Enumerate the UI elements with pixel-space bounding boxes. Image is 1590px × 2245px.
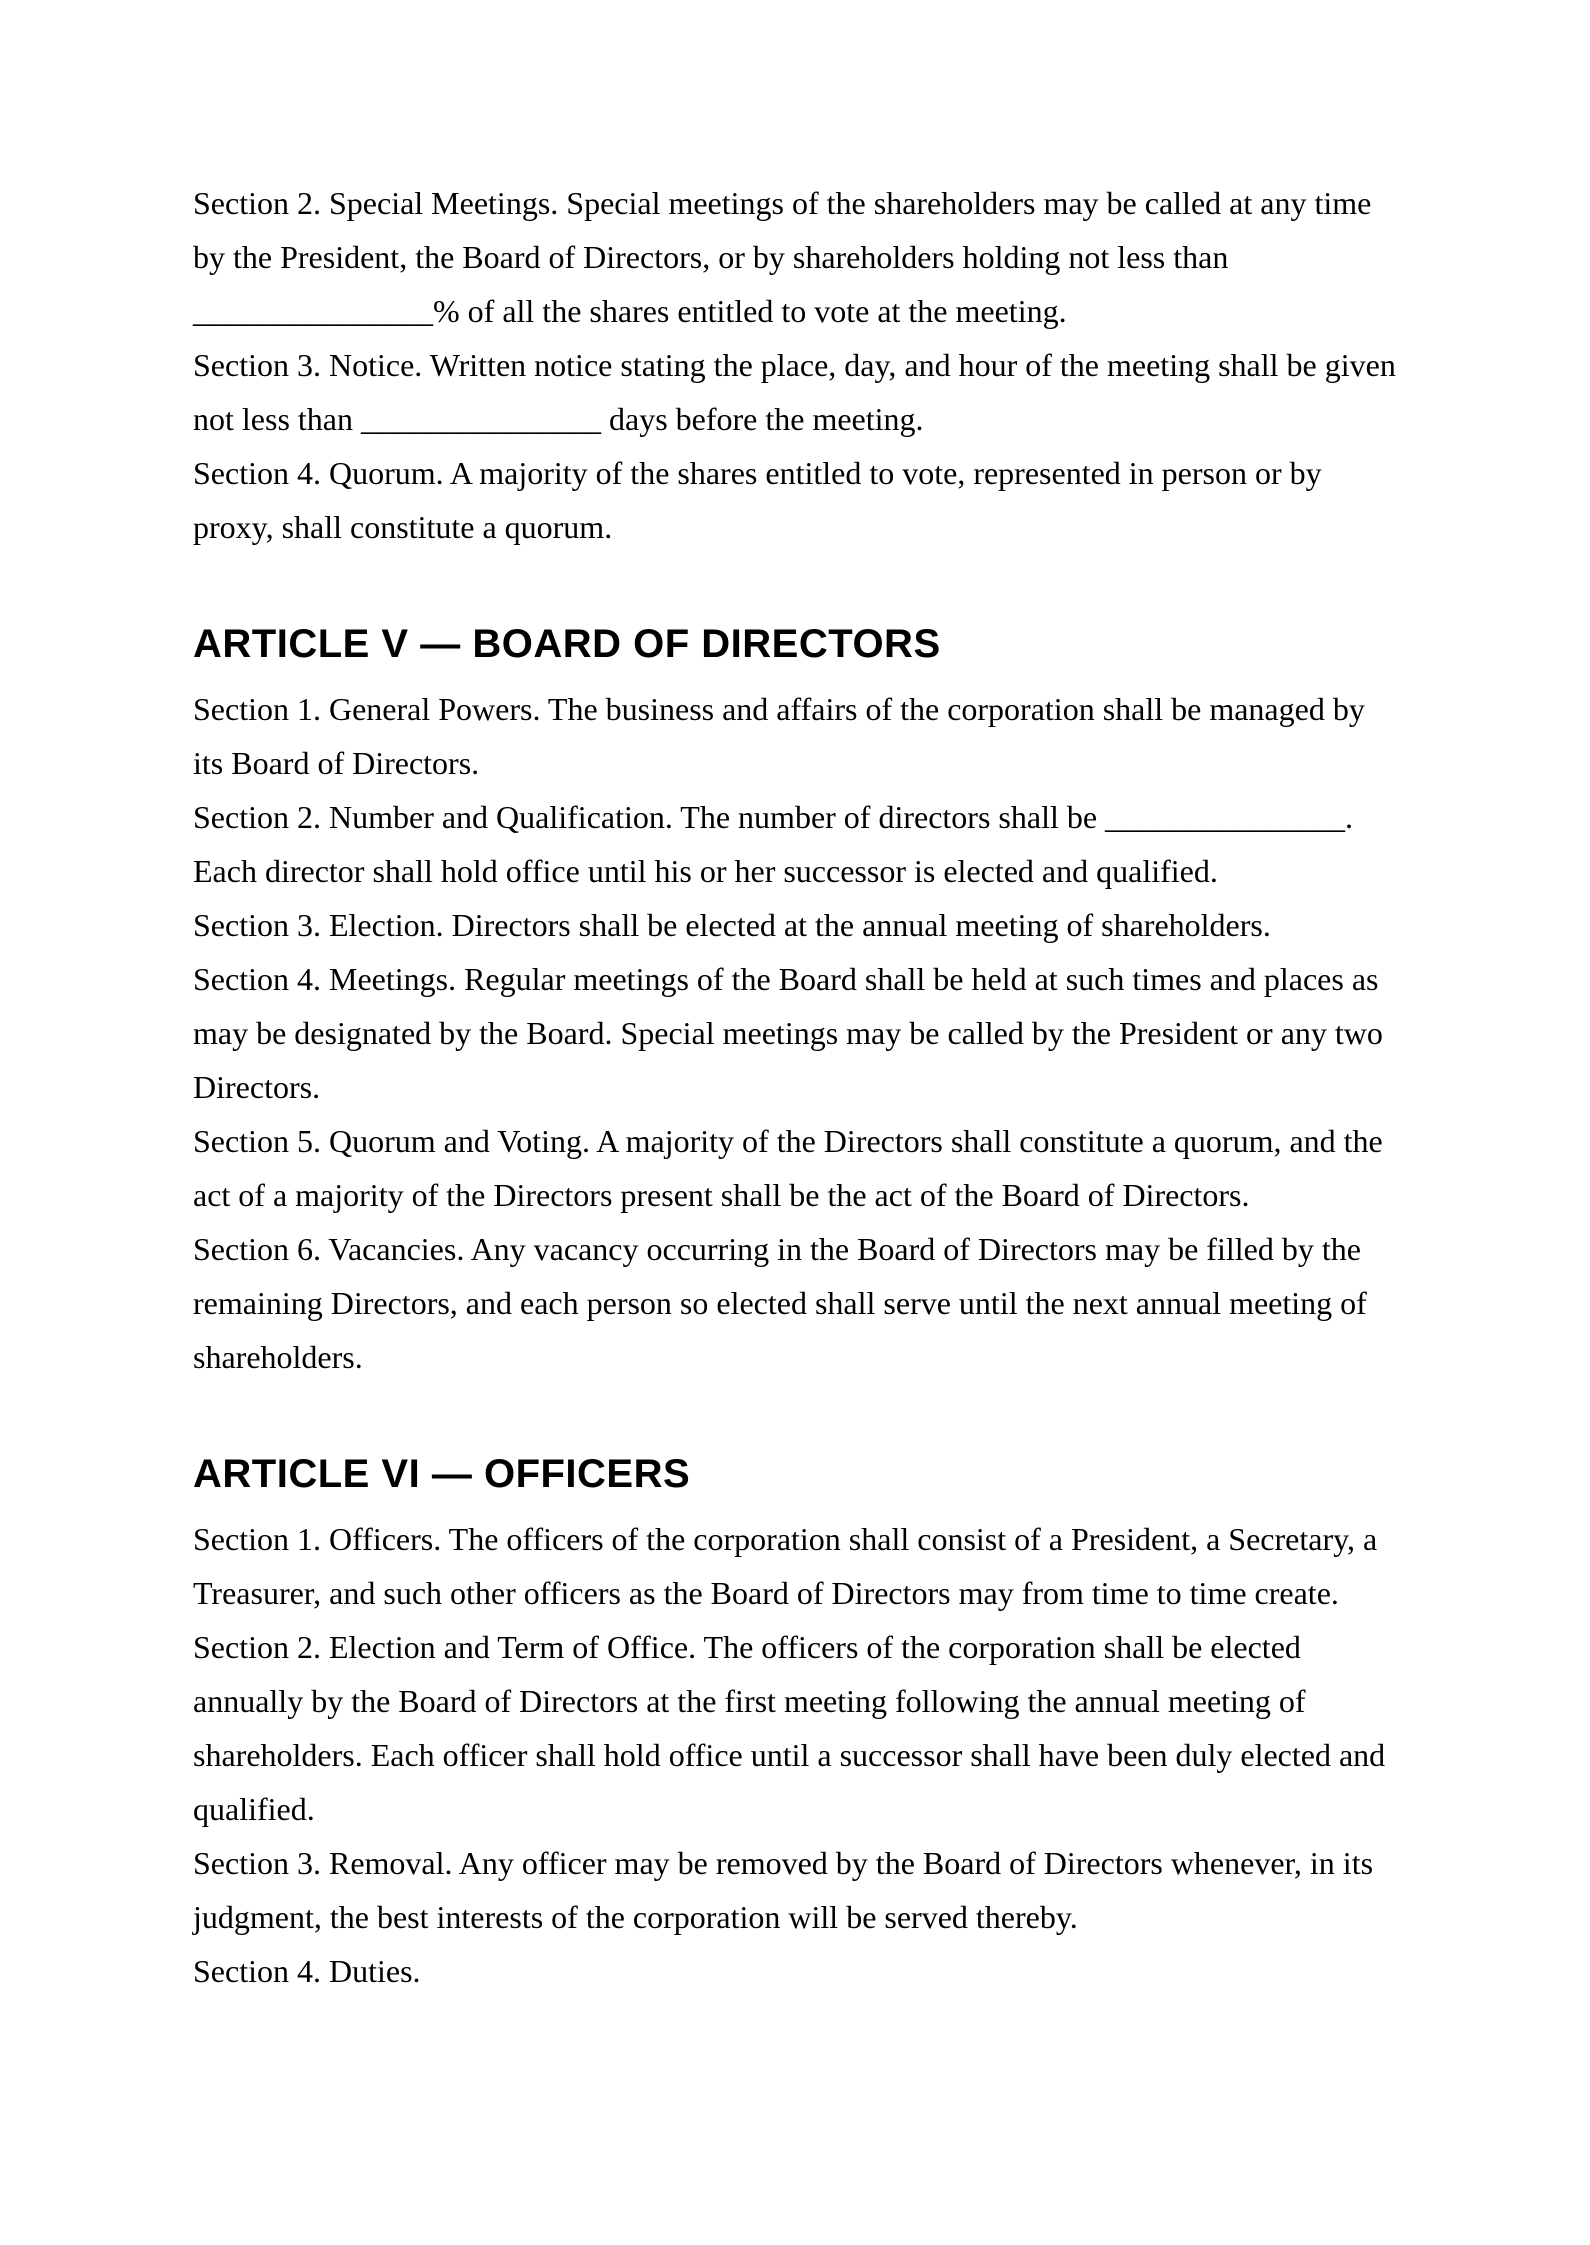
body-line: its Board of Directors. — [193, 745, 480, 781]
body-line: Section 1. Officers. The officers of the corporation shall consist of a President, a Secretary, a — [193, 1521, 1378, 1557]
body-line: Section 5. Quorum and Voting. A majority of the Directors shall constitute a quorum, and the — [193, 1123, 1383, 1159]
body-line: may be designated by the Board. Special meetings may be called by the President or any two — [193, 1015, 1383, 1051]
article-vi-heading: ARTICLE VI — OFFICERS — [193, 1452, 691, 1496]
body-line: Section 3. Removal. Any officer may be removed by the Board of Directors whenever, in its — [193, 1845, 1374, 1881]
body-line: shareholders. Each officer shall hold office until a successor shall have been duly elected and — [193, 1737, 1386, 1773]
body-line: Section 6. Vacancies. Any vacancy occurring in the Board of Directors may be filled by the — [193, 1231, 1361, 1267]
body-line-with-blank: Section 2. Number and Qualification. The number of directors shall be _______________. — [193, 799, 1354, 835]
body-line-with-blank: _______________% of all the shares entitled to vote at the meeting. — [193, 293, 1067, 329]
body-line: Section 1. General Powers. The business and affairs of the corporation shall be managed by — [193, 691, 1365, 727]
body-line: by the President, the Board of Directors, or by shareholders holding not less than — [193, 239, 1229, 275]
body-line: Directors. — [193, 1069, 321, 1105]
body-line: Section 3. Notice. Written notice stating the place, day, and hour of the meeting shall be given — [193, 347, 1396, 383]
body-line: Section 4. Quorum. A majority of the shares entitled to vote, represented in person or by — [193, 455, 1322, 491]
body-line: Section 4. Meetings. Regular meetings of the Board shall be held at such times and places as — [193, 961, 1379, 997]
body-line: act of a majority of the Directors present shall be the act of the Board of Directors. — [193, 1177, 1250, 1213]
body-line: annually by the Board of Directors at the first meeting following the annual meeting of — [193, 1683, 1306, 1719]
body-line: proxy, shall constitute a quorum. — [193, 509, 613, 545]
body-line: remaining Directors, and each person so elected shall serve until the next annual meeting of — [193, 1285, 1367, 1321]
body-line: Section 2. Election and Term of Office. The officers of the corporation shall be elected — [193, 1629, 1301, 1665]
body-line: shareholders. — [193, 1339, 363, 1375]
body-line: Section 3. Election. Directors shall be elected at the annual meeting of shareholders. — [193, 907, 1271, 943]
body-line: qualified. — [193, 1791, 315, 1827]
body-line: Section 2. Special Meetings. Special meetings of the shareholders may be called at any time — [193, 185, 1372, 221]
document-content — [193, 176, 1403, 1998]
body-line-with-blank: not less than _______________ days before the meeting. — [193, 401, 924, 437]
article-v-heading: ARTICLE V — BOARD OF DIRECTORS — [193, 622, 941, 666]
body-line: Section 4. Duties. — [193, 1953, 421, 1989]
body-line: Treasurer, and such other officers as the Board of Directors may from time to time create. — [193, 1575, 1339, 1611]
body-line: Each director shall hold office until his or her successor is elected and qualified. — [193, 853, 1218, 889]
body-line: judgment, the best interests of the corporation will be served thereby. — [193, 1899, 1078, 1935]
